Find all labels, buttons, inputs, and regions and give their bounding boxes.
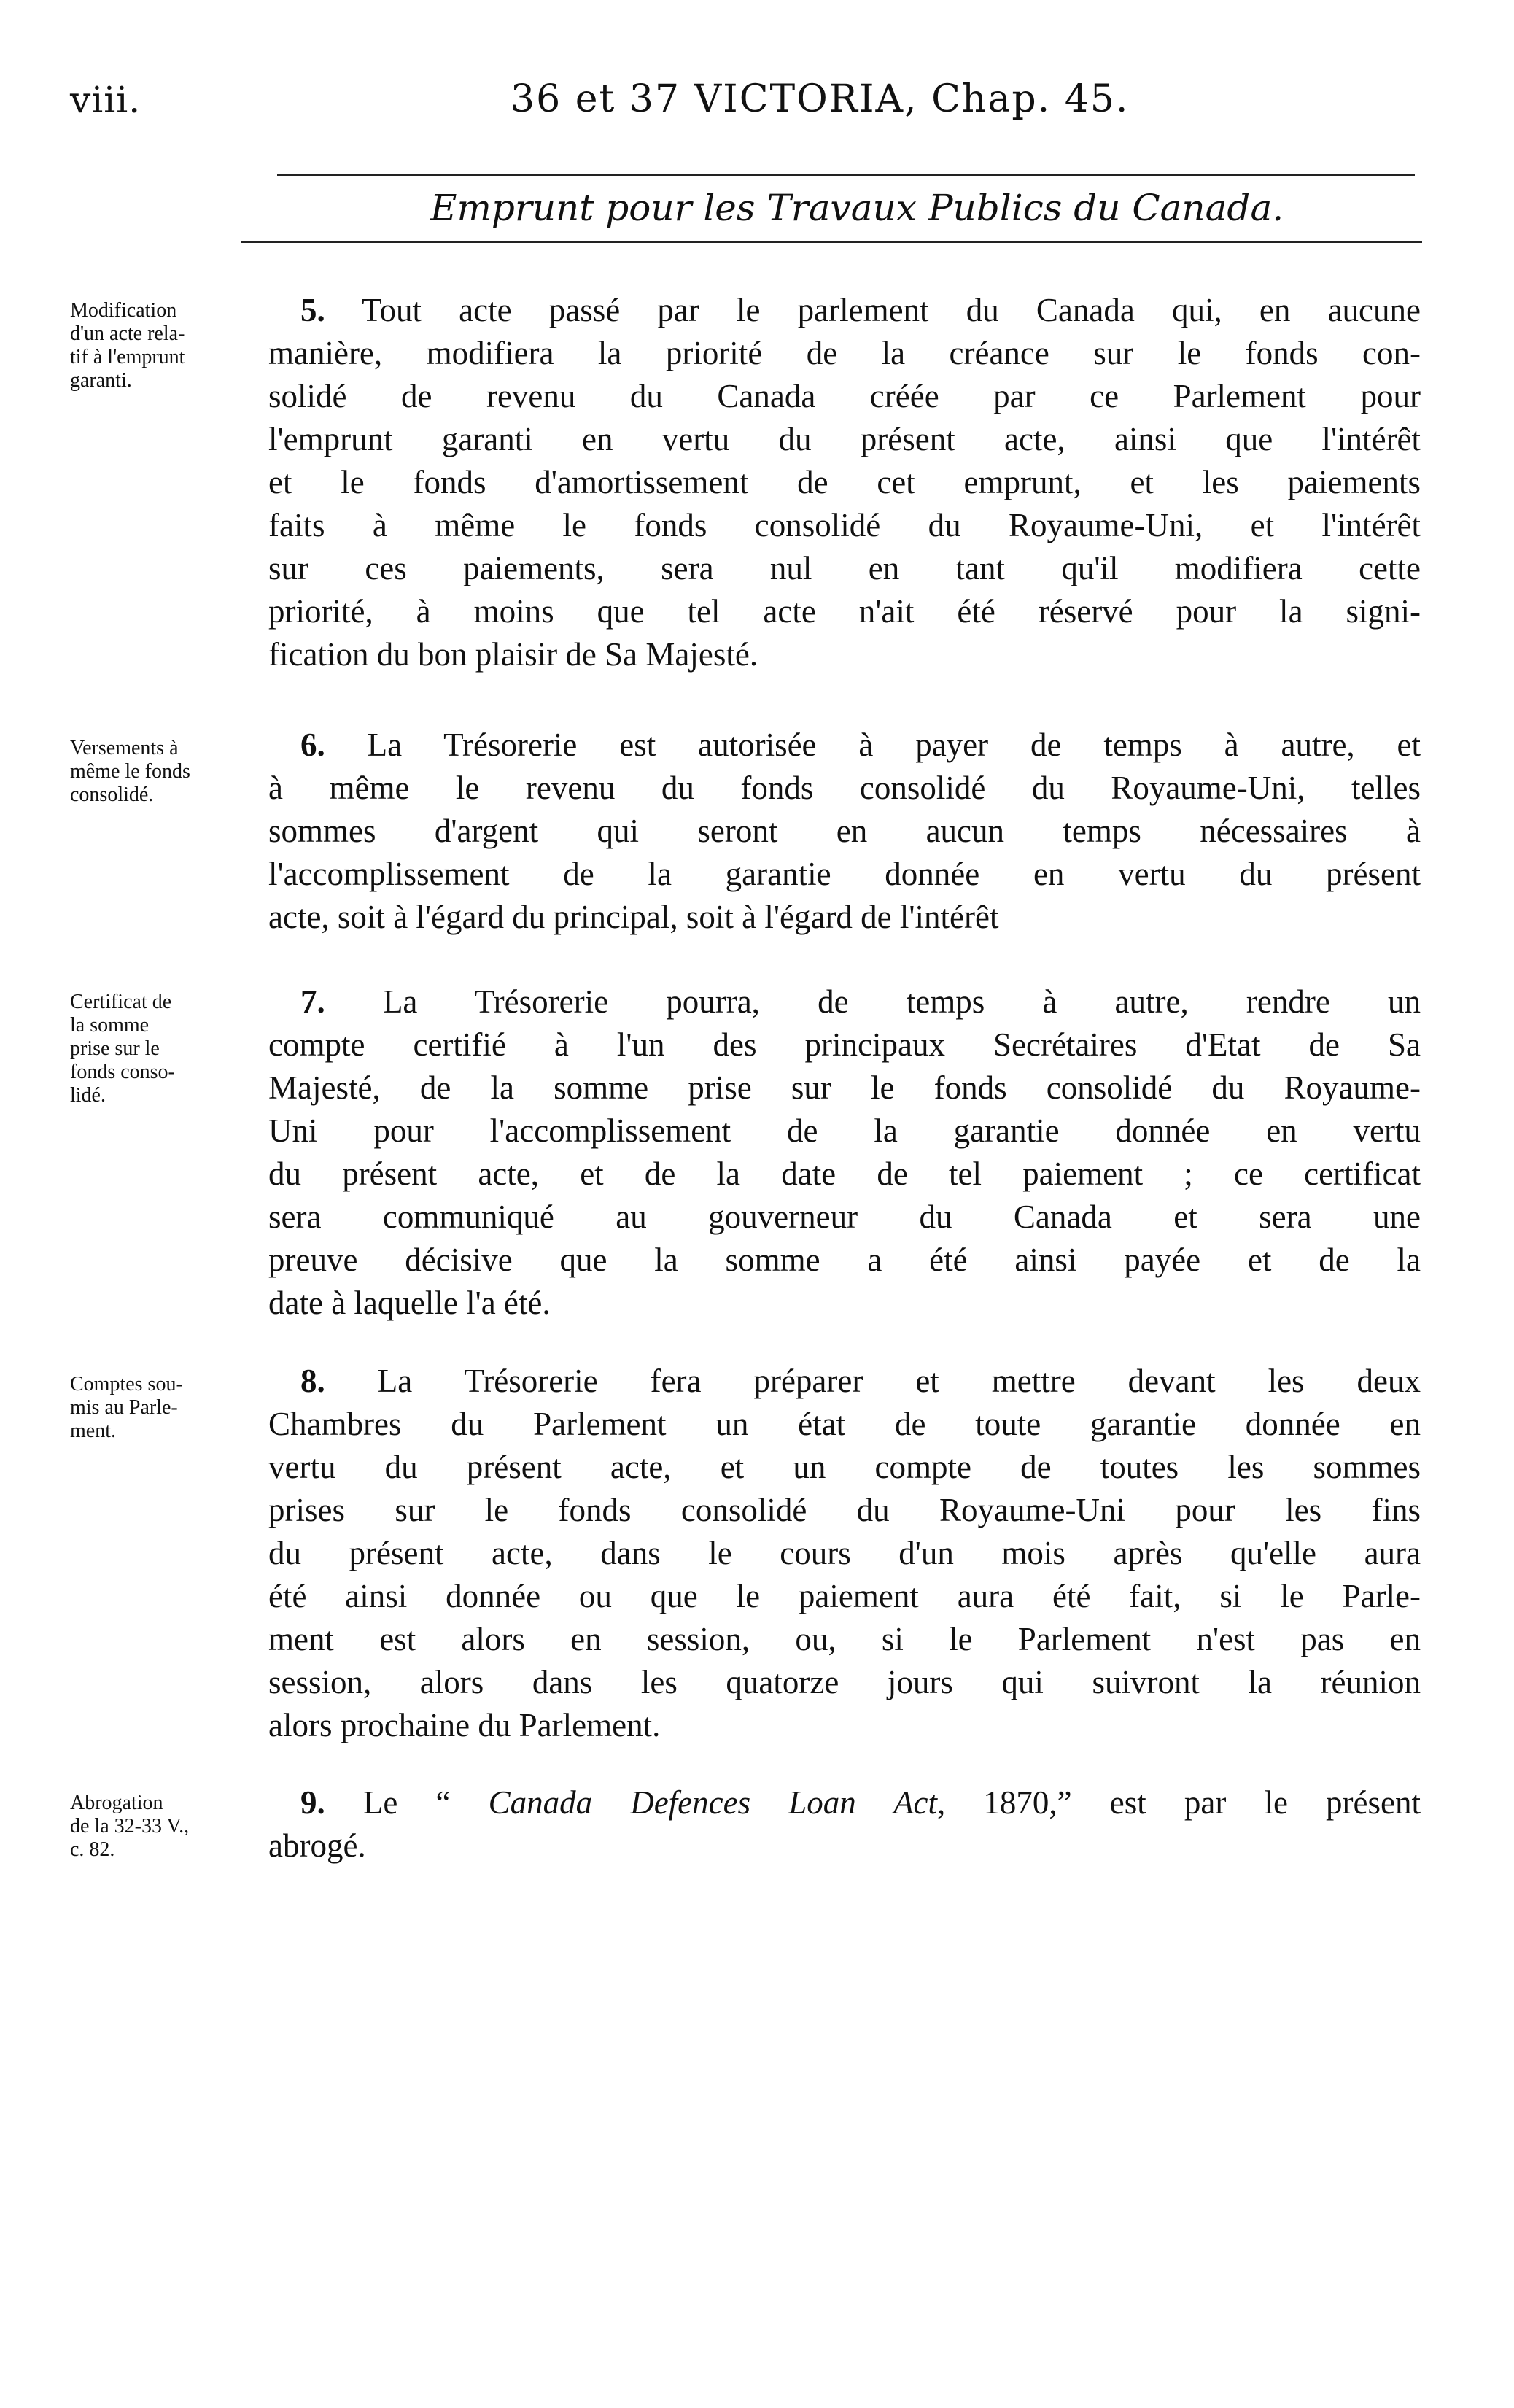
marginal-note: Abrogation de la 32-33 V., c. 82.: [70, 1792, 190, 1861]
marginal-note: Versements à même le fonds consolidé.: [70, 737, 190, 806]
header-rule-top: [277, 174, 1415, 176]
marginal-note: Certificat de la somme prise sur le fonds conso- lidé.: [70, 991, 175, 1107]
section-number: 7.: [300, 983, 325, 1020]
marginal-note: Comptes sou- mis au Parle- ment.: [70, 1373, 183, 1442]
header-rule-bottom: [241, 241, 1422, 243]
section-text: 5. Tout acte passé par le parlement du Canada qui, en aucune manière, modifiera la priorité de la créance sur le fonds con- solidé de revenu du Canada créée par ce Parlement pour l'emprunt garanti en vertu du présent acte, ainsi que l'intérêt et le fonds d'amortissement de cet emprunt, et les paiements faits à même le fonds consolidé du Royaume-Uni, et l'intérêt sur ces paiements, sera nul en tant qu'il modifiera cette priorité, à moins que tel acte n'ait été réservé pour la signi- fication du bon plaisir de Sa Majesté.: [268, 292, 1421, 673]
section-number: 6.: [300, 727, 325, 763]
section-text: 9. Le “ Canada Defences Loan Act, 1870,” est par le présent abrogé.: [268, 1784, 1421, 1864]
page-subtitle: Emprunt pour les Travaux Publics du Canada.: [430, 187, 1284, 229]
section-number: 8.: [300, 1363, 325, 1399]
section-number: 5.: [300, 292, 325, 328]
marginal-note: Modification d'un acte rela- tif à l'emprunt garanti.: [70, 299, 185, 392]
section-text: 7. La Trésorerie pourra, de temps à autre, rendre un compte certifié à l'un des principaux Secrétaires d'Etat de Sa Majesté, de la somme prise sur le fonds consolidé du Royaume- Uni pour l'accomplissement de la garantie donnée en vertu du présent acte, et de la date de tel paiement ; ce certificat sera communiqué au gouverneur du Canada et sera une preuve décisive que la somme a été ainsi payée et de la date à laquelle l'a été.: [268, 983, 1421, 1321]
section-number: 9.: [300, 1784, 325, 1821]
running-head: 36 et 37 VICTORIA, Chap. 45.: [511, 77, 1130, 121]
act-title: Canada Defences Loan Act: [488, 1784, 938, 1821]
section-text: 6. La Trésorerie est autorisée à payer de temps à autre, et à même le revenu du fonds consolidé du Royaume-Uni, telles sommes d'argent qui seront en aucun temps nécessaires à l'accomplissement de la garantie donnée en vertu du présent acte, soit à l'égard du principal, soit à l'égard de l'intérêt: [268, 727, 1421, 935]
page-number: viii.: [70, 79, 141, 121]
section-text: 8. La Trésorerie fera préparer et mettre devant les deux Chambres du Parlement un état de toute garantie donnée en vertu du présent acte, et un compte de toutes les sommes prises sur le fonds consolidé du Royaume-Uni pour les fins du présent acte, dans le cours d'un mois après qu'elle aura été ainsi donnée ou que le paiement aura été fait, si le Parle- ment est alors en session, ou, si le Parlement n'est pas en session, alors dans les quatorze jours qui suivront la réunion alors prochaine du Parlement.: [268, 1363, 1421, 1743]
